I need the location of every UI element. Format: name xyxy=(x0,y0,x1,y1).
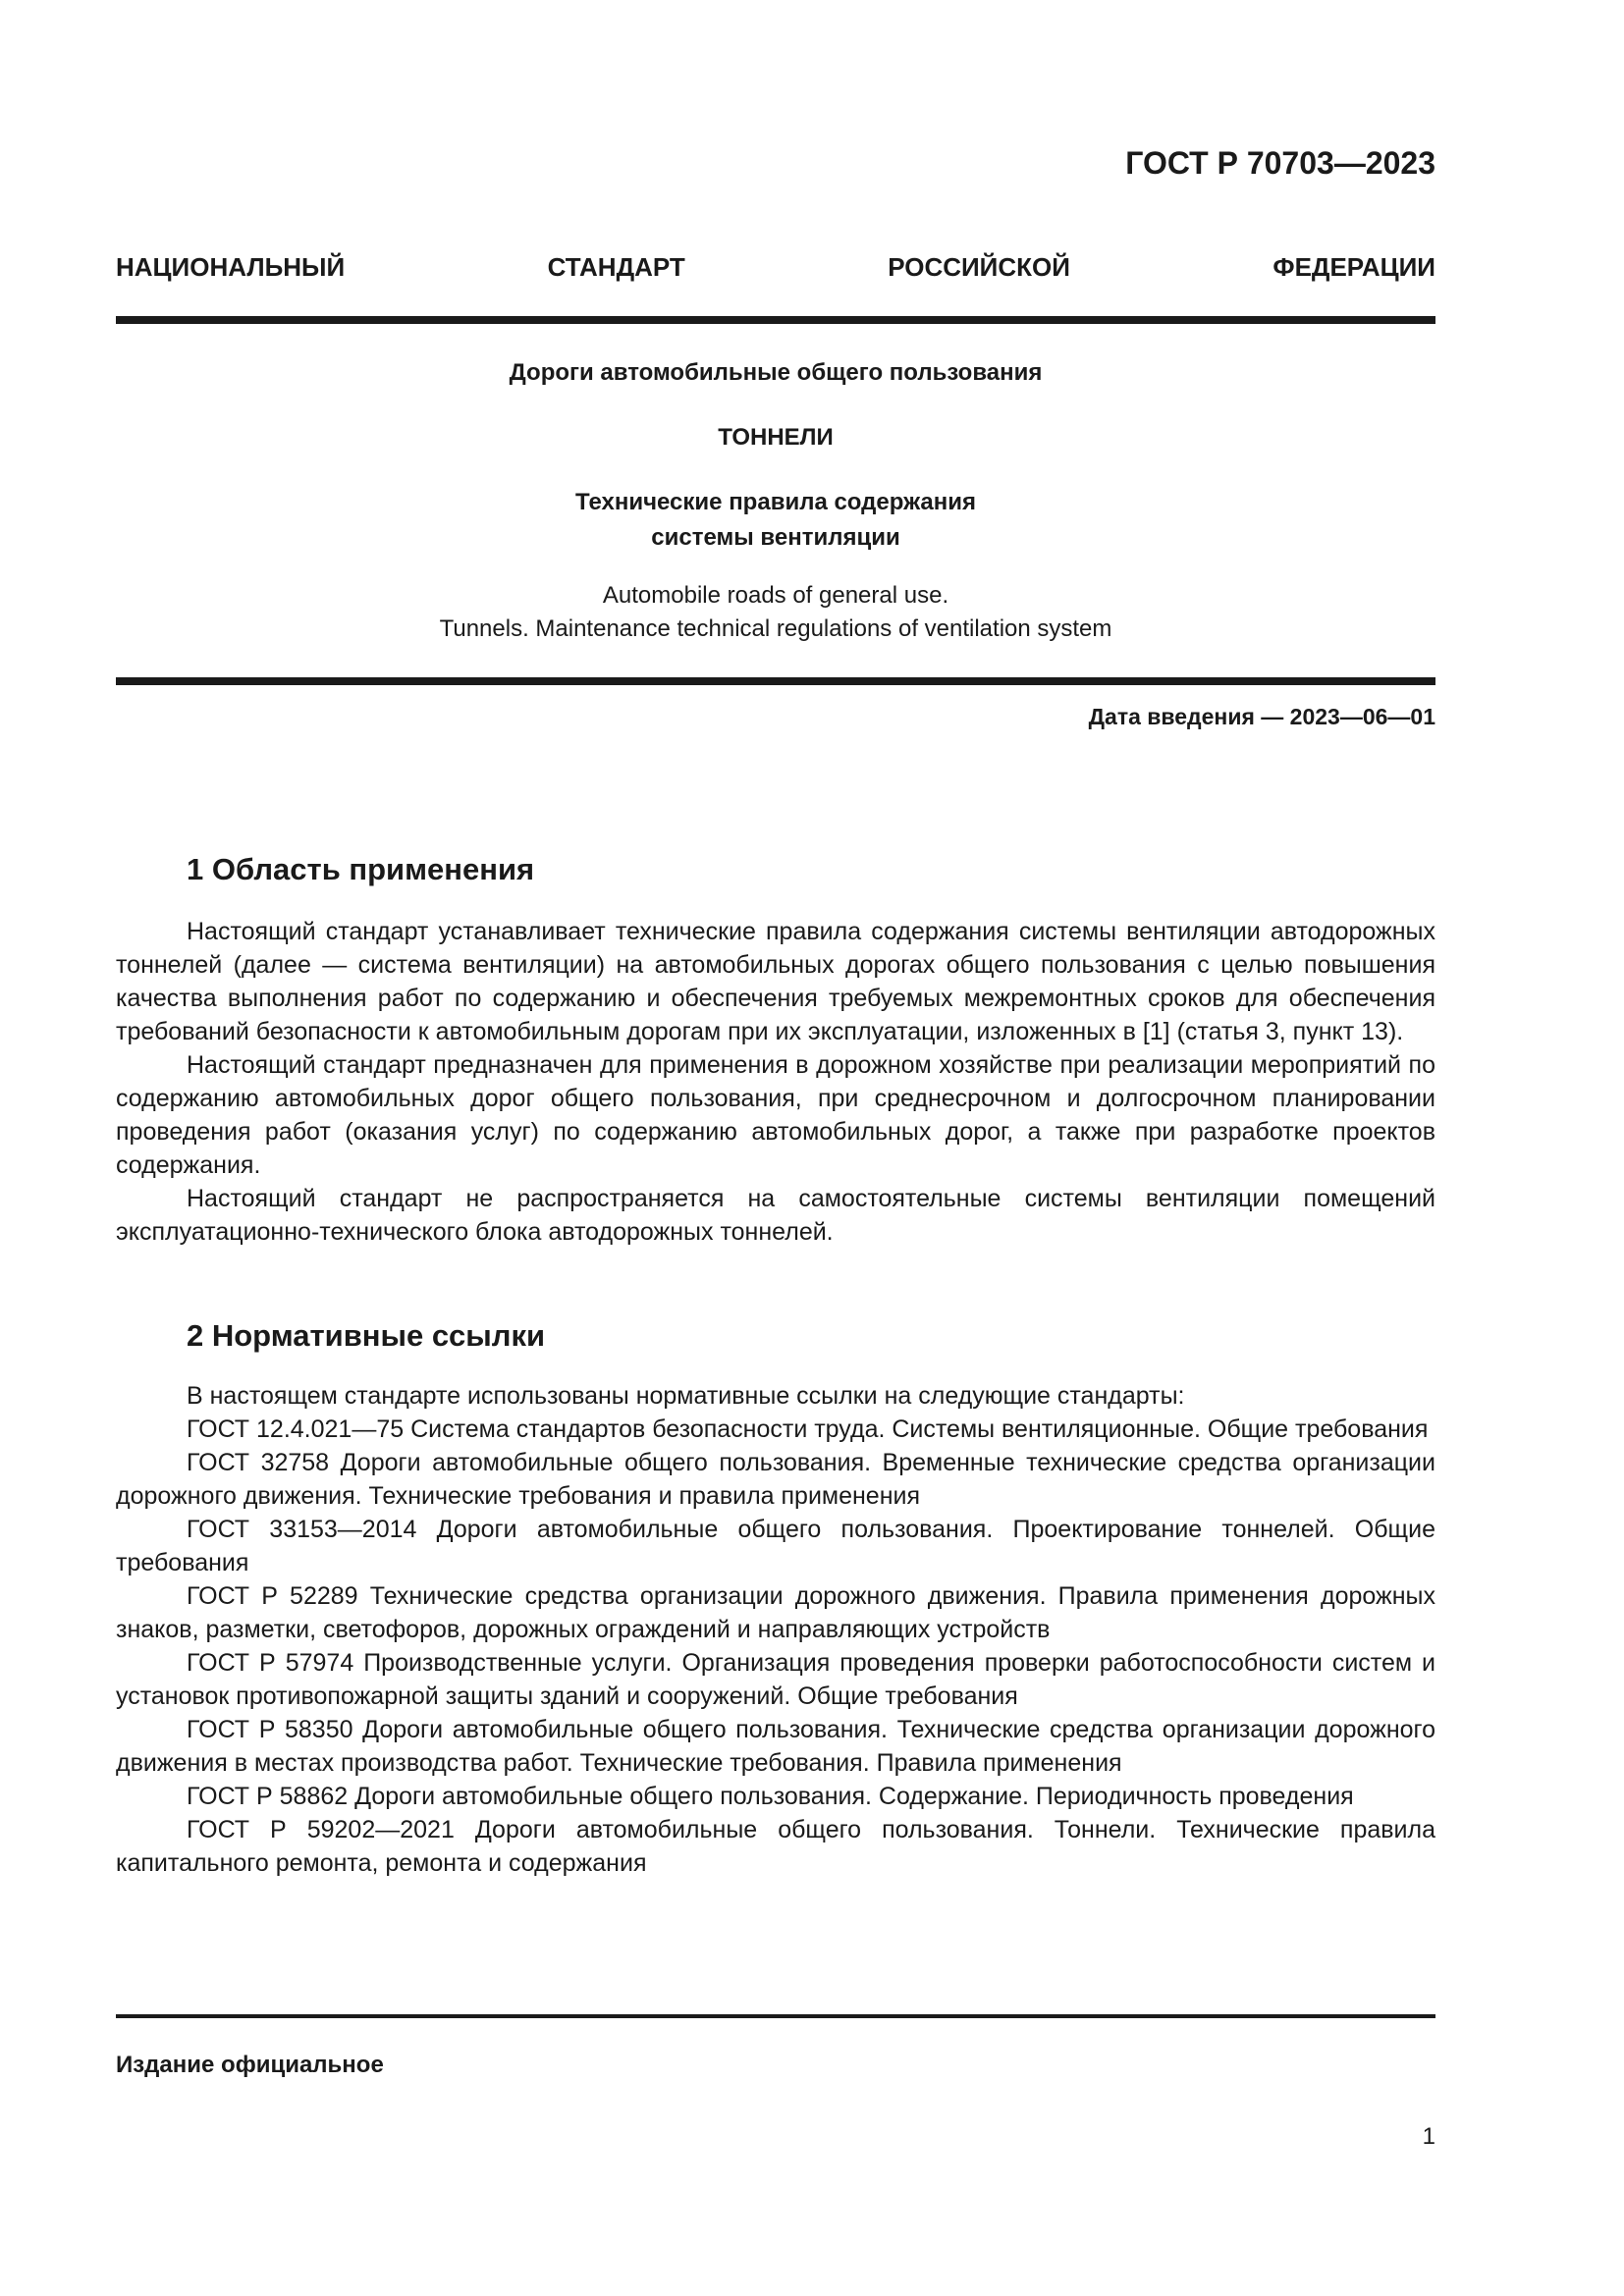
section-1-heading: 1 Область применения xyxy=(187,852,535,886)
document-number: ГОСТ Р 70703—2023 xyxy=(1125,145,1435,181)
reference-item: ГОСТ Р 52289 Технические средства организации дорожного движения. Правила применения дорожных знаков, разметки, светофоров, дорожных ограждений и направляющих устройств xyxy=(116,1582,1435,1643)
page-number: 1 xyxy=(1422,2123,1435,2150)
section-1-body xyxy=(116,915,1435,1249)
title-bottom-rule xyxy=(116,677,1435,685)
reference-item: ГОСТ Р 58350 Дороги автомобильные общего пользования. Технические средства организации дорожного движения в местах производства работ. Технические требования. Правила применения xyxy=(116,1716,1435,1777)
section-1-paragraph: Настоящий стандарт не распространяется на самостоятельные системы вентиляции помещений эксплуатационно-технического блока автодорожных тоннелей. xyxy=(116,1185,1435,1246)
section-2-heading: 2 Нормативные ссылки xyxy=(187,1318,546,1353)
english-title-line-2: Tunnels. Maintenance technical regulations of ventilation system xyxy=(439,615,1112,642)
title-line-rules: Технические правила содержания xyxy=(575,489,976,515)
section-2-body xyxy=(116,1379,1435,1880)
reference-item: ГОСТ Р 59202—2021 Дороги автомобильные общего пользования. Тоннели. Технические правила капитального ремонта, ремонта и содержания xyxy=(116,1816,1435,1877)
section-1-paragraph: Настоящий стандарт предназначен для применения в дорожном хозяйстве при реализации мероприятий по содержанию автомобильных дорог общего пользования, при среднесрочном и долгосрочном планировании проведения работ (оказания услуг) по содержанию автомобильных дорог, а также при разработке проектов содержания. xyxy=(116,1051,1435,1179)
section-1-paragraph: Настоящий стандарт устанавливает технические правила содержания системы вентиляции автодорожных тоннелей (далее — система вентиляции) на автомобильных дорогах общего пользования с целью повышения качества выполнения работ по содержанию и обеспечения требуемых межремонтных сроков для обеспечения требований безопасности к автомобильным дорогам при их эксплуатации, изложенных в [1] (статья 3, пункт 13). xyxy=(116,918,1435,1045)
subtitle-block xyxy=(116,485,1435,556)
references-intro: В настоящем стандарте использованы нормативные ссылки на следующие стандарты: xyxy=(187,1382,1185,1410)
reference-item: ГОСТ 12.4.021—75 Система стандартов безопасности труда. Системы вентиляционные. Общие требования xyxy=(187,1415,1429,1443)
english-title-line-1: Automobile roads of general use. xyxy=(602,582,949,609)
footer-rule xyxy=(116,2014,1435,2018)
reference-item: ГОСТ 33153—2014 Дороги автомобильные общего пользования. Проектирование тоннелей. Общие требования xyxy=(116,1516,1435,1576)
reference-item: ГОСТ 32758 Дороги автомобильные общего пользования. Временные технические средства организации дорожного движения. Технические требования и правила применения xyxy=(116,1449,1435,1510)
national-standard-banner: НАЦИОНАЛЬНЫЙ СТАНДАРТ РОССИЙСКОЙ ФЕДЕРАЦИИ xyxy=(116,252,1435,282)
reference-item: ГОСТ Р 58862 Дороги автомобильные общего пользования. Содержание. Периодичность проведения xyxy=(187,1783,1354,1810)
title-line-tunnels: ТОННЕЛИ xyxy=(718,424,834,451)
title-tunnels-block xyxy=(116,420,1435,455)
introduction-date: Дата введения — 2023—06—01 xyxy=(1088,704,1435,729)
title-line-ventilation: системы вентиляции xyxy=(651,524,900,551)
title-block xyxy=(116,355,1435,391)
top-rule xyxy=(116,316,1435,324)
title-line-roads: Дороги автомобильные общего пользования xyxy=(509,359,1043,386)
english-title-block xyxy=(116,579,1435,646)
official-edition-label: Издание официальное xyxy=(116,2052,384,2078)
reference-item: ГОСТ Р 57974 Производственные услуги. Организация проведения проверки работоспособности систем и установок противопожарной защиты зданий и сооружений. Общие требования xyxy=(116,1649,1435,1710)
